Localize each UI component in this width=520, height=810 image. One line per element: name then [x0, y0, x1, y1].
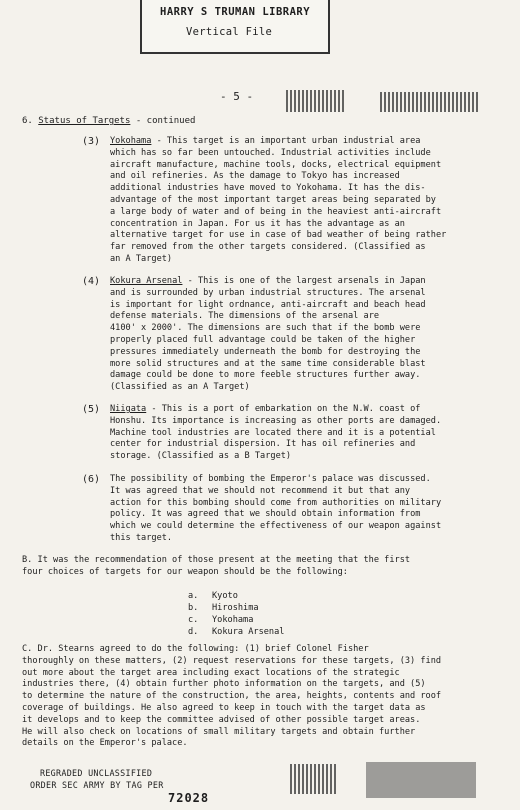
choice-name: Yokohama	[212, 615, 254, 625]
redaction-mark-bottom	[366, 762, 476, 798]
paragraph-c: C. Dr. Stearns agreed to do the following: (1) brief Colonel Fisher thoroughly on these matters, (2) request reservations for these targets, (3) find out more about the target area including exact locations of the strategic industries there, (4) obtain further photo information on the targets, and (5) to determine the nature of the construction, the area, heights, contents and roof coverage of buildings. He also agreed to keep in touch with the target data as it develops and to keep the committee advised of other possible target areas. He will also check on locations of small military targets and obtain further details on the Emperor's palace.	[22, 644, 442, 749]
choice-name: Hiroshima	[212, 603, 259, 613]
section-title: Status of Targets	[38, 116, 131, 126]
choice-item	[188, 614, 284, 626]
choice-name: Kyoto	[212, 591, 238, 601]
choice-item	[188, 590, 284, 602]
item-number: (6)	[82, 474, 101, 485]
choice-letter: b.	[188, 603, 199, 613]
choice-name: Kokura Arsenal	[212, 627, 285, 637]
regraded-stamp-line2: ORDER SEC ARMY BY TAG PER	[30, 780, 164, 790]
item-description: The possibility of bombing the Emperor's palace was discussed. It was agreed that we should not recommend it but that any action for this bombing should come from authorities on military policy. It was agreed that we should obtain information from which we could determine the effectiveness of our weapon against this target.	[110, 474, 442, 543]
target-name: Kokura Arsenal	[110, 276, 183, 286]
classification-marking-top	[286, 90, 346, 112]
target-name: Niigata	[110, 404, 147, 414]
item-number: (4)	[82, 276, 101, 287]
target-description: - This is one of the largest arsenals in Japan and is surrounded by urban industrial structures. The arsenal is important for light ordnance, anti-aircraft and beach head defense materials. The dimensions of the arsenal are 4100' x 2000'. The dimensions are such that if the bomb were properly placed full advantage could be taken of the higher pressures immediately underneath the bomb for destroying the more solid structures and at the same time considerable blast damage could be done to more feeble structures further away. (Classified as an A Target)	[110, 276, 426, 393]
choice-letter: a.	[188, 591, 199, 601]
declassification-marking-bottom	[290, 764, 336, 794]
choice-item	[188, 626, 284, 638]
target-item-yokohama	[82, 136, 512, 266]
choice-item	[188, 602, 284, 614]
section-continued: - continued	[135, 116, 196, 126]
item-number: (3)	[82, 136, 101, 147]
target-name: Yokohama	[110, 136, 152, 146]
classification-marking-top-2	[380, 92, 480, 112]
choice-letter: c.	[188, 615, 199, 625]
document-number: 72028	[168, 791, 210, 805]
item-number: (5)	[82, 404, 101, 415]
regraded-stamp-line1: REGRADED UNCLASSIFIED	[40, 768, 153, 778]
target-choices-list	[188, 590, 284, 638]
stamp-title: HARRY S TRUMAN LIBRARY	[160, 6, 311, 18]
choice-letter: d.	[188, 627, 199, 637]
target-item-niigata	[82, 404, 512, 463]
paragraph-b: B. It was the recommendation of those present at the meeting that the first four choices of targets for our weapon should be the following:	[22, 555, 411, 577]
section-heading	[22, 116, 195, 126]
stamp-subtitle: Vertical File	[186, 26, 273, 38]
page-number: - 5 -	[220, 90, 254, 103]
target-description: - This target is an important urban industrial area which has so far been untouched. Industrial activities include aircraft manufacture, machine tools, docks, electrical equipment and oil refineries. As the damage to Tokyo has increased additional industries have moved to Yokohama. It has the dis- advantage of the most important target areas being separated by a large body of water and of being in the heaviest anti-aircraft concentration in Japan. For us it has the advantage as an alternative target for use in case of bad weather of being rather far removed from the other targets considered. (Classified as an A Target)	[110, 136, 447, 264]
section-number: 6.	[22, 116, 33, 126]
item-emperors-palace	[82, 474, 512, 545]
target-item-kokura	[82, 276, 512, 394]
library-stamp	[140, 0, 330, 54]
target-description: - This is a port of embarkation on the N.W. coast of Honshu. Its importance is increasing as other ports are damaged. Machine tool industries are located there and it is a potential center for industrial dispersion. It has oil refineries and storage. (Classified as a B Target)	[110, 404, 442, 462]
